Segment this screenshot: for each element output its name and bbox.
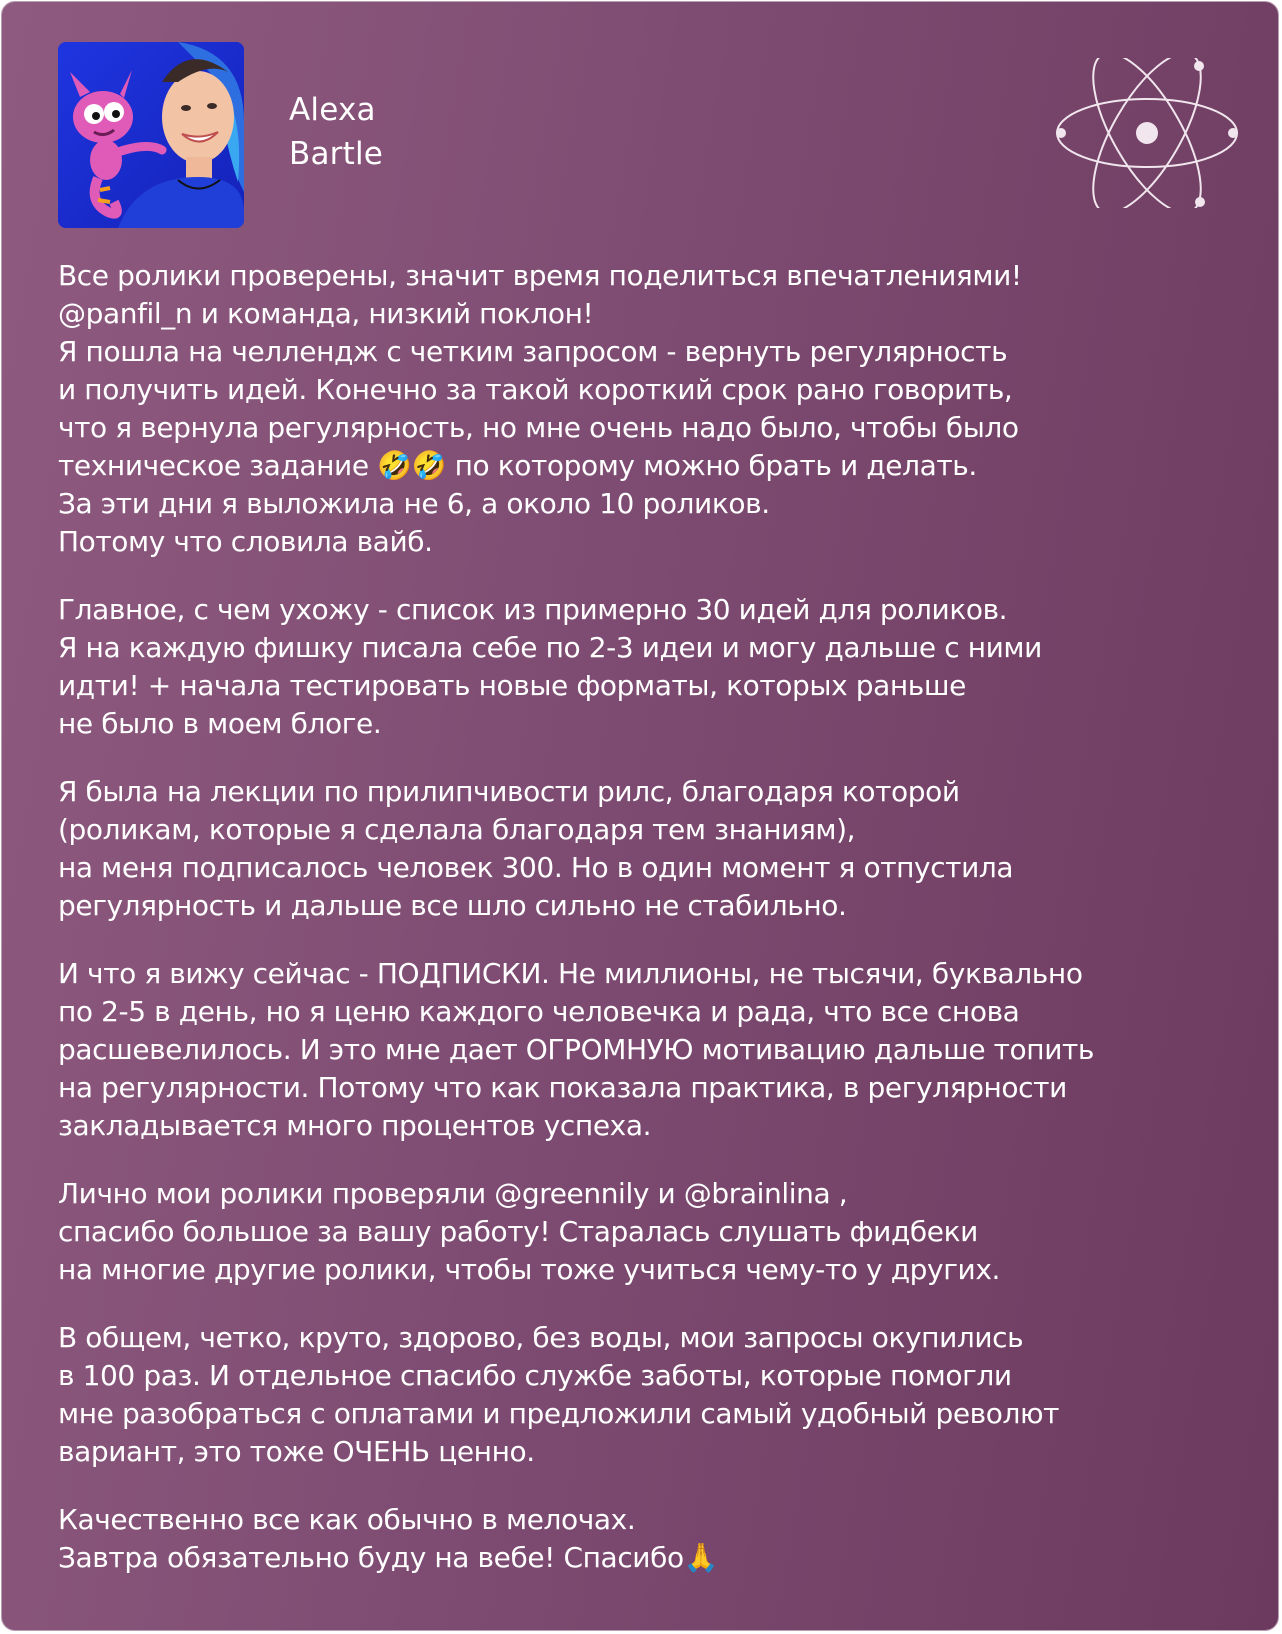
author-last-name: Bartle [289, 136, 384, 172]
review-line: техническое задание 🤣🤣 по которому можно брать и делать. [58, 449, 977, 482]
review-line: на регулярности. Потому что как показала практика, в регулярности [58, 1071, 1067, 1104]
review-line: За эти дни я выложила не 6, а около 10 роликов. [58, 487, 770, 520]
review-line: Все ролики проверены, значит время поделиться впечатлениями! [58, 259, 1022, 292]
review-line: Качественно все как обычно в мелочах. [58, 1503, 636, 1536]
avatar [58, 42, 244, 228]
review-paragraph [58, 773, 1248, 925]
review-line: на многие другие ролики, чтобы тоже учиться чему-то у других. [58, 1253, 1000, 1286]
review-line: расшевелилось. И это мне дает ОГРОМНУЮ мотивацию дальше топить [58, 1033, 1095, 1066]
review-line: Я на каждую фишку писала себе по 2-3 идеи и могу дальше с ними [58, 631, 1042, 664]
review-line: В общем, четко, круто, здорово, без воды, мои запросы окупились [58, 1321, 1024, 1354]
atom-icon [1052, 58, 1242, 208]
author-first-name: Alexa [289, 92, 376, 128]
review-text [58, 257, 1248, 1607]
review-line: по 2-5 в день, но я ценю каждого человечка и рада, что все снова [58, 995, 1020, 1028]
review-line: что я вернула регулярность, но мне очень надо было, чтобы было [58, 411, 1019, 444]
review-card [1, 1, 1279, 1631]
review-line: Главное, с чем ухожу - список из примерно 30 идей для роликов. [58, 593, 1008, 626]
review-paragraph [58, 1319, 1248, 1471]
review-line: Я была на лекции по прилипчивости рилс, благодаря которой [58, 775, 960, 808]
review-line: И что я вижу сейчас - ПОДПИСКИ. Не миллионы, не тысячи, буквально [58, 957, 1083, 990]
review-line: Потому что словила вайб. [58, 525, 433, 558]
review-line: и получить идей. Конечно за такой короткий срок рано говорить, [58, 373, 1013, 406]
review-paragraph [58, 955, 1248, 1145]
review-line: мне разобраться с оплатами и предложили самый удобный револют [58, 1397, 1060, 1430]
review-line: (роликам, которые я сделала благодаря тем знаниям), [58, 813, 856, 846]
review-line: @panfil_n и команда, низкий поклон! [58, 297, 594, 330]
review-line: Лично мои ролики проверяли @greennily и @brainlina , [58, 1177, 848, 1210]
author-name [289, 88, 383, 176]
review-line: закладывается много процентов успеха. [58, 1109, 652, 1142]
review-line: спасибо большое за вашу работу! Старалась слушать фидбеки [58, 1215, 978, 1248]
review-paragraph [58, 1175, 1248, 1289]
review-line: в 100 раз. И отдельное спасибо службе заботы, которые помогли [58, 1359, 1012, 1392]
review-paragraph [58, 257, 1248, 561]
review-line: не было в моем блоге. [58, 707, 382, 740]
review-paragraph [58, 591, 1248, 743]
review-line: идти! + начала тестировать новые форматы, которых раньше [58, 669, 966, 702]
review-line: Завтра обязательно буду на вебе! Спасибо🙏 [58, 1541, 719, 1574]
review-line: вариант, это тоже ОЧЕНЬ ценно. [58, 1435, 535, 1468]
review-line: регулярность и дальше все шло сильно не стабильно. [58, 889, 847, 922]
avatar-photo [58, 42, 244, 228]
review-line: Я пошла на челлендж с четким запросом - вернуть регулярность [58, 335, 1008, 368]
review-line: на меня подписалось человек 300. Но в один момент я отпустила [58, 851, 1014, 884]
review-paragraph [58, 1501, 1248, 1577]
